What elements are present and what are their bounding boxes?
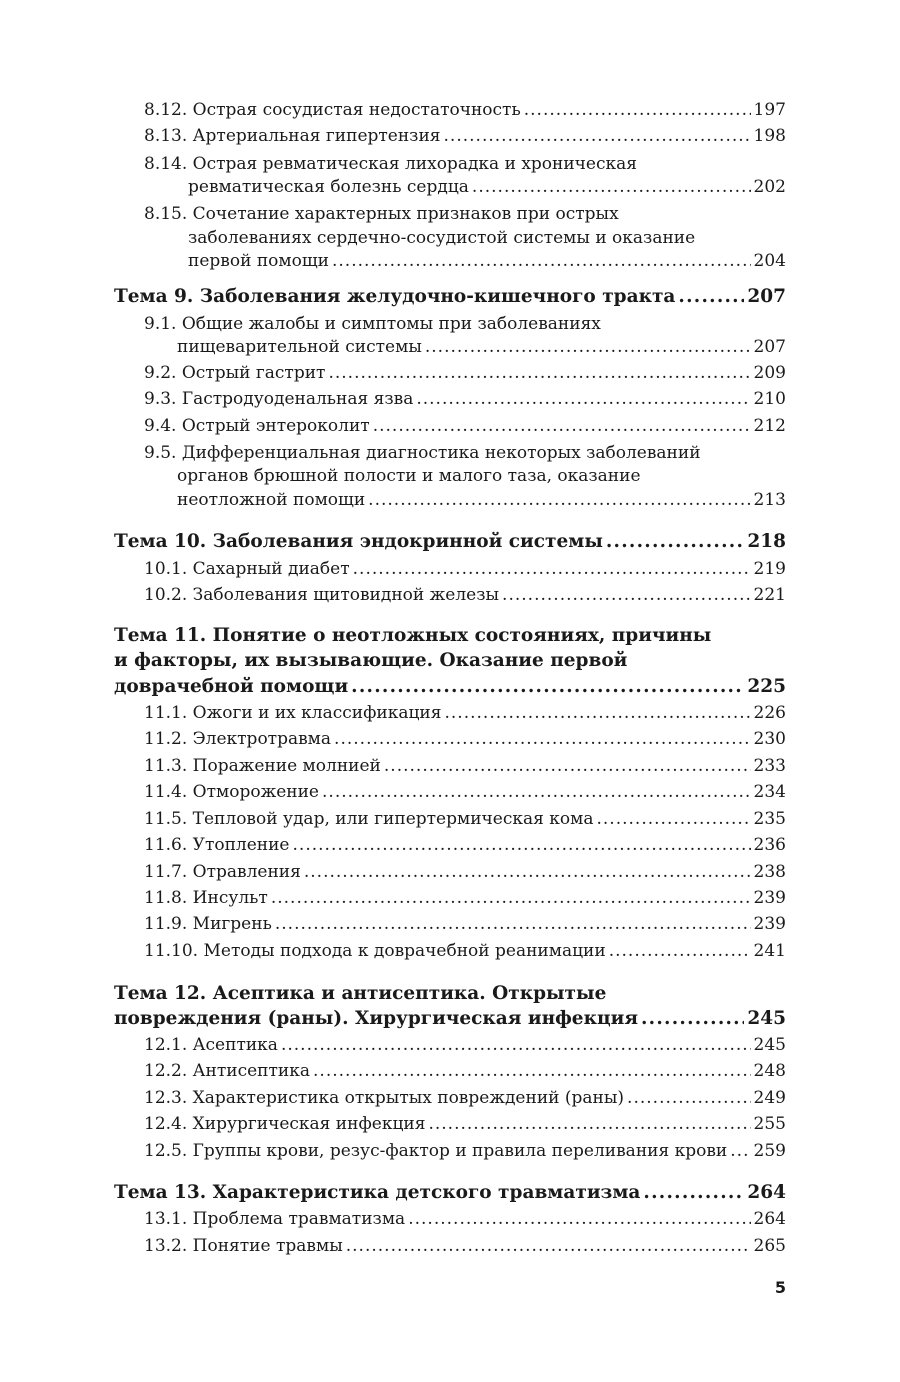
toc-page-number: 218 xyxy=(747,531,786,552)
dot-leader xyxy=(351,675,744,699)
toc-entry-line xyxy=(144,1086,786,1110)
toc-page-number: 221 xyxy=(753,585,786,605)
toc-page-number: 213 xyxy=(753,490,786,510)
toc-entry-line xyxy=(144,583,786,607)
toc-entry-title: ревматическая болезнь сердца xyxy=(188,177,469,197)
toc-page-number: 235 xyxy=(753,809,786,829)
dot-leader xyxy=(502,583,751,607)
toc-chapter-line xyxy=(114,1007,786,1031)
toc-page-number: 249 xyxy=(753,1088,786,1108)
toc-chapter-line xyxy=(114,624,786,648)
toc-page-number: 259 xyxy=(753,1141,786,1161)
dot-leader xyxy=(293,833,751,857)
toc-entry-title: 8.14. Острая ревматическая лихорадка и хроническая xyxy=(144,154,637,174)
dot-leader xyxy=(643,1181,744,1205)
toc-page-number: 202 xyxy=(753,177,786,197)
dot-leader xyxy=(304,860,751,884)
toc-entry-title: 11.10. Методы подхода к доврачебной реанимации xyxy=(144,941,606,961)
toc-page-number: 198 xyxy=(753,126,786,146)
dot-leader xyxy=(428,1112,750,1136)
toc-entry-title: 13.2. Понятие травмы xyxy=(144,1236,343,1256)
toc-entry-title: Тема 12. Асептика и антисептика. Открытые xyxy=(114,983,607,1004)
dot-leader xyxy=(275,912,751,936)
dot-leader xyxy=(373,414,751,438)
dot-leader xyxy=(627,1086,751,1110)
toc-entry-title: 9.3. Гастродуоденальная язва xyxy=(144,389,414,409)
toc-page-number: 239 xyxy=(753,888,786,908)
dot-leader xyxy=(416,387,750,411)
toc-entry-line xyxy=(144,1112,786,1136)
toc-page-number: 212 xyxy=(753,416,786,436)
dot-leader xyxy=(346,1234,751,1258)
toc-page-number: 255 xyxy=(753,1114,786,1134)
toc-entry-title: 11.4. Отморожение xyxy=(144,782,319,802)
toc-chapter-line xyxy=(114,982,786,1006)
toc-page-number: 233 xyxy=(753,756,786,776)
toc-entry-line xyxy=(144,1139,786,1163)
toc-entry-line xyxy=(188,226,786,250)
toc-entry-line xyxy=(188,249,786,273)
toc-entry-line xyxy=(177,464,786,488)
toc-entry-line xyxy=(144,701,786,725)
dot-leader xyxy=(609,939,751,963)
toc-entry-title: 11.1. Ожоги и их классификация xyxy=(144,703,442,723)
toc-entry-title: доврачебной помощи xyxy=(114,676,349,697)
toc-entry-title: 9.2. Острый гастрит xyxy=(144,363,326,383)
toc-entry-line xyxy=(188,175,786,199)
dot-leader xyxy=(596,807,750,831)
toc-entry-line xyxy=(144,1207,786,1231)
toc-page-number: 225 xyxy=(747,676,786,697)
toc-page-number: 226 xyxy=(753,703,786,723)
dot-leader xyxy=(313,1059,751,1083)
dot-leader xyxy=(678,285,744,309)
toc-entry-title: Тема 13. Характеристика детского травматизма xyxy=(114,1182,641,1203)
toc-entry-title: неотложной помощи xyxy=(177,490,366,510)
toc-page-number: 248 xyxy=(753,1061,786,1081)
toc-page-number: 209 xyxy=(753,363,786,383)
toc-page-number: 197 xyxy=(753,100,786,120)
toc-entry-line xyxy=(144,833,786,857)
toc-page-number: 207 xyxy=(753,337,786,357)
dot-leader xyxy=(524,98,751,122)
toc-page-number: 245 xyxy=(747,1008,786,1029)
toc-chapter-line xyxy=(114,1181,786,1205)
toc-entry-line xyxy=(144,912,786,936)
dot-leader xyxy=(641,1007,744,1031)
toc-page-number: 238 xyxy=(753,862,786,882)
toc-entry-line xyxy=(177,488,786,512)
dot-leader xyxy=(368,488,750,512)
toc-chapter-line xyxy=(114,649,786,673)
dot-leader xyxy=(425,335,751,359)
toc-entry-line xyxy=(144,780,786,804)
toc-entry-title: 12.5. Группы крови, резус-фактор и правила переливания крови xyxy=(144,1141,728,1161)
dot-leader xyxy=(444,124,751,148)
dot-leader xyxy=(271,886,751,910)
dot-leader xyxy=(328,361,750,385)
toc-chapter-line xyxy=(114,285,786,309)
toc-entry-title: 11.8. Инсульт xyxy=(144,888,268,908)
dot-leader xyxy=(606,530,745,554)
toc-entry-title: 11.7. Отравления xyxy=(144,862,301,882)
dot-leader xyxy=(353,557,751,581)
toc-entry-line xyxy=(144,807,786,831)
toc-entry-line xyxy=(144,361,786,385)
dot-leader xyxy=(281,1033,751,1057)
toc-entry-line xyxy=(144,557,786,581)
toc-entry-title: 8.15. Сочетание характерных признаков при острых xyxy=(144,204,619,224)
toc-entry-title: 13.1. Проблема травматизма xyxy=(144,1209,406,1229)
toc-entry-title: 11.2. Электротравма xyxy=(144,729,332,749)
toc-entry-title: Тема 9. Заболевания желудочно-кишечного тракта xyxy=(114,286,676,307)
toc-entry-title: 12.1. Асептика xyxy=(144,1035,278,1055)
toc-entry-title: 8.12. Острая сосудистая недостаточность xyxy=(144,100,521,120)
toc-entry-title: повреждения (раны). Хирургическая инфекция xyxy=(114,1008,638,1029)
toc-entry-title: 9.4. Острый энтероколит xyxy=(144,416,370,436)
toc-entry-title: 10.2. Заболевания щитовидной железы xyxy=(144,585,500,605)
toc-page-number: 236 xyxy=(753,835,786,855)
toc-entry-title: Тема 11. Понятие о неотложных состояниях, причины xyxy=(114,625,712,646)
toc-entry-line xyxy=(144,1234,786,1258)
toc-chapter-line xyxy=(114,675,786,699)
toc-entry-title: 8.13. Артериальная гипертензия xyxy=(144,126,441,146)
toc-entry-line xyxy=(144,939,786,963)
toc-page-number: 264 xyxy=(747,1182,786,1203)
toc-entry-line xyxy=(144,202,786,226)
toc-page-number: 265 xyxy=(753,1236,786,1256)
toc-page-number: 204 xyxy=(753,251,786,271)
toc-entry-line xyxy=(144,1059,786,1083)
toc-entry-title: 10.1. Сахарный диабет xyxy=(144,559,350,579)
toc-entry-title: первой помощи xyxy=(188,251,329,271)
toc-entry-title: заболеваниях сердечно-сосудистой системы и оказание xyxy=(188,228,696,248)
toc-entry-line xyxy=(144,1033,786,1057)
dot-leader xyxy=(322,780,751,804)
toc-page-number: 219 xyxy=(753,559,786,579)
toc-page-number: 239 xyxy=(753,914,786,934)
toc-entry-line xyxy=(144,754,786,778)
toc-page-number: 207 xyxy=(747,286,786,307)
toc-chapter-line xyxy=(114,530,786,554)
toc-page-number: 234 xyxy=(753,782,786,802)
toc-entry-title: и факторы, их вызывающие. Оказание первой xyxy=(114,650,628,671)
toc-entry-title: Тема 10. Заболевания эндокринной системы xyxy=(114,531,603,552)
dot-leader xyxy=(472,175,751,199)
toc-page-number: 245 xyxy=(753,1035,786,1055)
toc-entry-title: 11.3. Поражение молнией xyxy=(144,756,381,776)
toc-entry-title: 9.5. Дифференциальная диагностика некоторых заболеваний xyxy=(144,443,701,463)
toc-entry-line xyxy=(144,886,786,910)
toc-page-number: 264 xyxy=(753,1209,786,1229)
toc-page-number: 230 xyxy=(753,729,786,749)
dot-leader xyxy=(334,727,751,751)
toc-entry-line xyxy=(144,860,786,884)
toc-entry-title: 9.1. Общие жалобы и симптомы при заболеваниях xyxy=(144,314,601,334)
toc-entry-title: 11.6. Утопление xyxy=(144,835,290,855)
page-number: 5 xyxy=(774,1278,786,1297)
toc-entry-line xyxy=(177,335,786,359)
toc-entry-title: 11.5. Тепловой удар, или гипертермическая кома xyxy=(144,809,594,829)
toc-entry-line xyxy=(144,98,786,122)
toc-entry-line xyxy=(144,727,786,751)
dot-leader xyxy=(332,249,751,273)
toc-page-number: 241 xyxy=(753,941,786,961)
toc-entry-line xyxy=(144,414,786,438)
dot-leader xyxy=(384,754,751,778)
toc-entry-title: 11.9. Мигрень xyxy=(144,914,272,934)
dot-leader xyxy=(444,701,750,725)
toc-page-number: 210 xyxy=(753,389,786,409)
dot-leader xyxy=(408,1207,750,1231)
toc-entry-line xyxy=(144,152,786,176)
toc-entry-title: органов брюшной полости и малого таза, оказание xyxy=(177,466,641,486)
toc-entry-title: 12.4. Хирургическая инфекция xyxy=(144,1114,426,1134)
toc-entry-title: 12.3. Характеристика открытых повреждений (раны) xyxy=(144,1088,625,1108)
toc-entry-title: 12.2. Антисептика xyxy=(144,1061,311,1081)
toc-entry-line xyxy=(144,312,786,336)
toc-entry-line xyxy=(144,124,786,148)
toc-entry-line xyxy=(144,387,786,411)
toc-entry-title: пищеварительной системы xyxy=(177,337,422,357)
toc-entry-line xyxy=(144,441,786,465)
dot-leader xyxy=(730,1139,750,1163)
